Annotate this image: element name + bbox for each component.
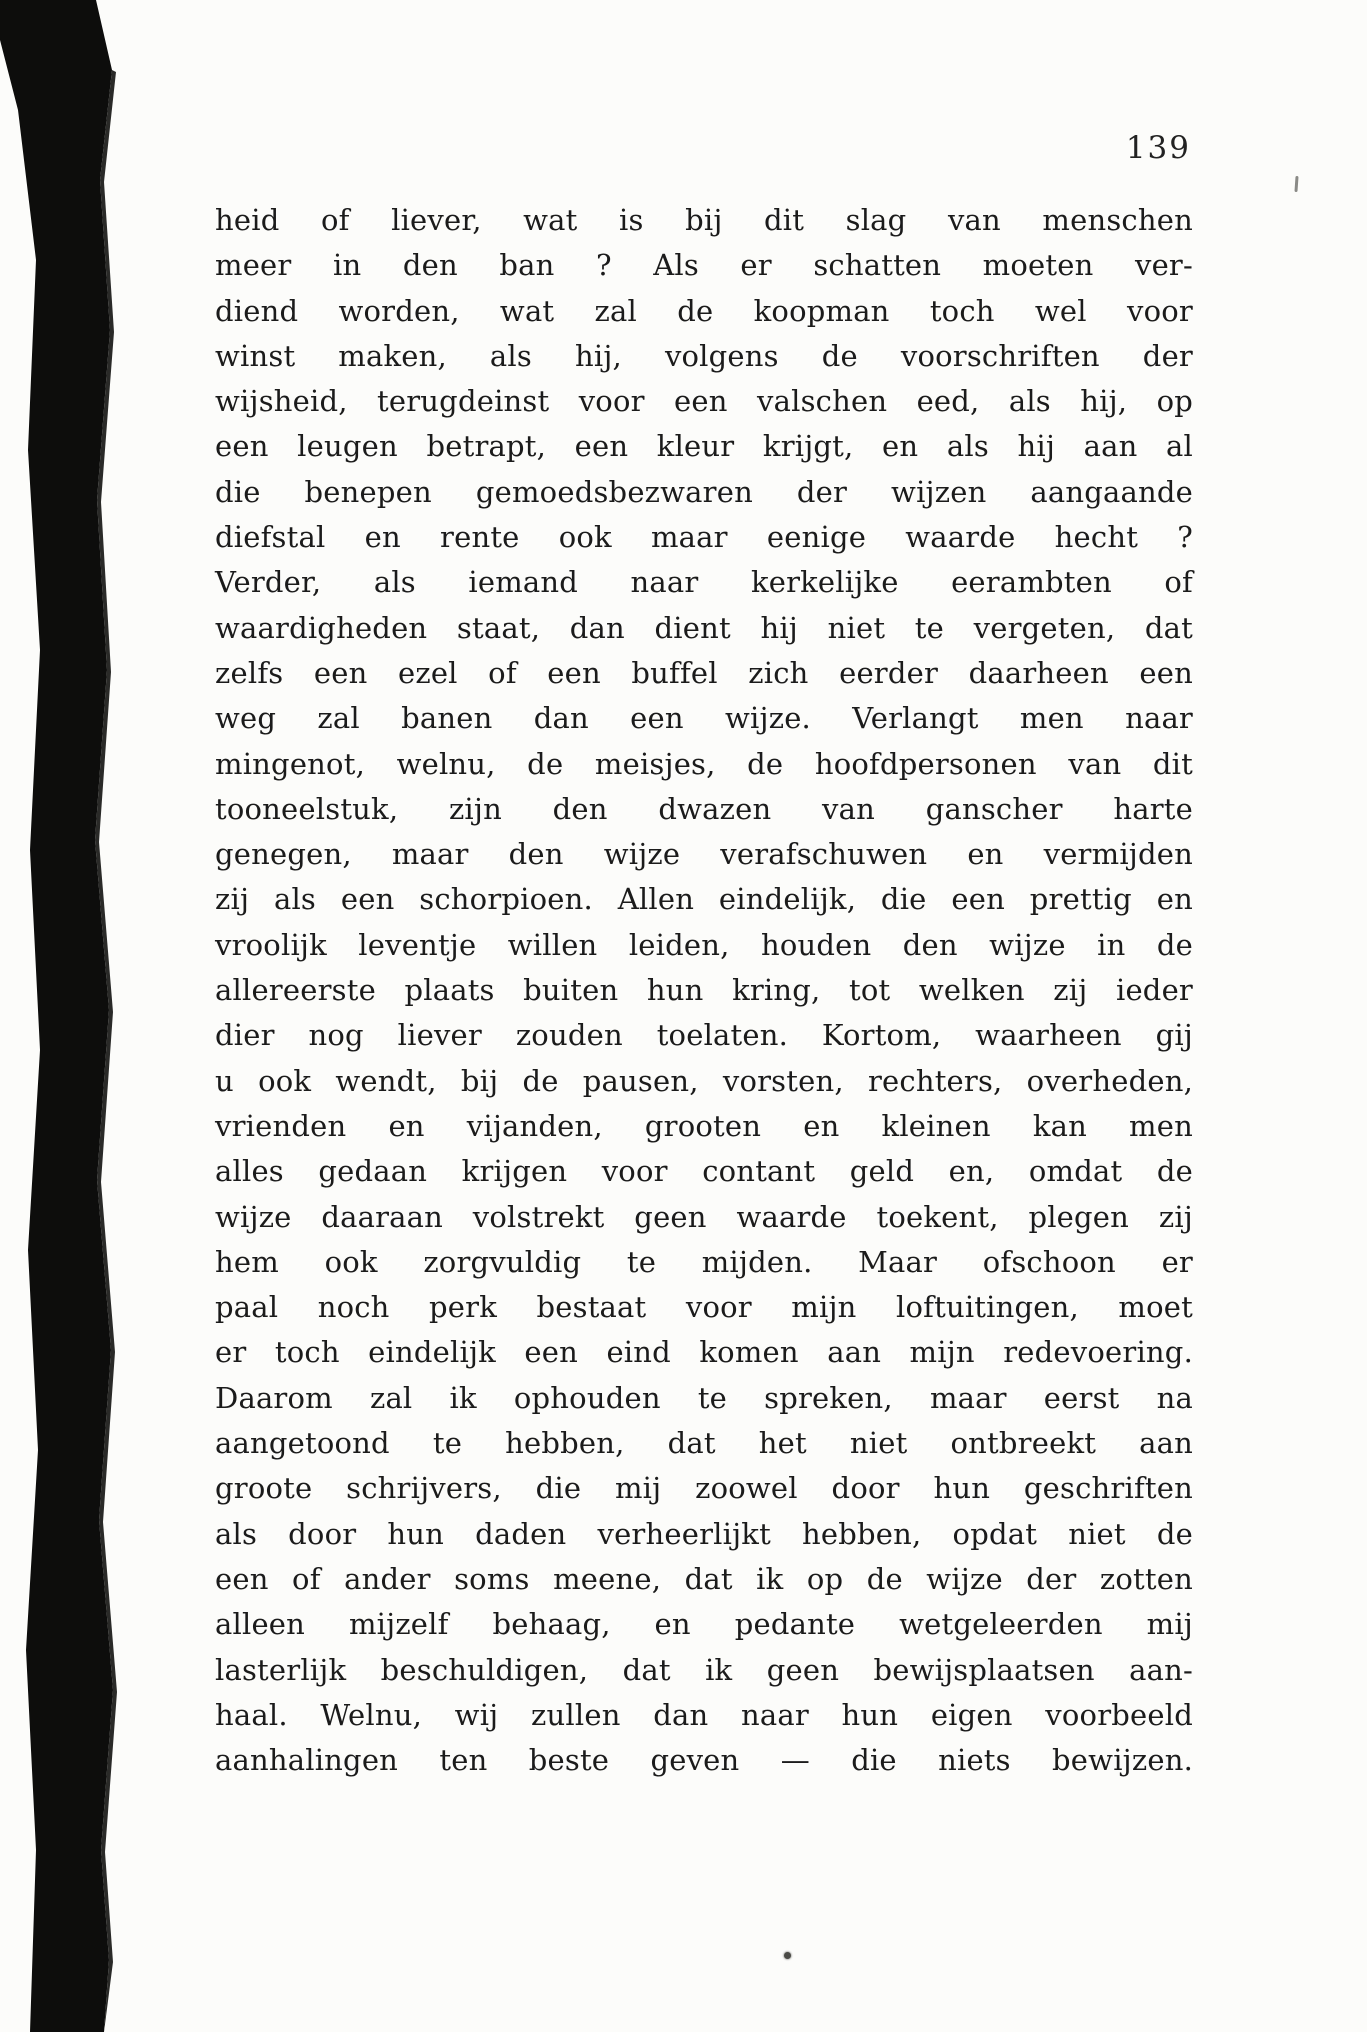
text-line: mingenot, welnu, de meisjes, de hoofdpersonen van dit [215, 746, 1193, 781]
text-line: aangetoond te hebben, dat het niet ontbreekt aan [215, 1426, 1193, 1461]
text-line: er toch eindelijk een eind komen aan mijn redevoering. [215, 1335, 1193, 1370]
text-line: meer in den ban ? Als er schatten moeten ver- [215, 248, 1193, 283]
text-line: Verder, als iemand naar kerkelijke eerambten of [215, 565, 1193, 600]
text-line: weg zal banen dan een wijze. Verlangt men naar [215, 701, 1193, 736]
text-line: lasterlijk beschuldigen, dat ik geen bewijsplaatsen aan- [215, 1652, 1193, 1687]
text-line: allereerste plaats buiten hun kring, tot welken zij ieder [215, 973, 1193, 1008]
text-line: vrienden en vijanden, grooten en kleinen kan men [215, 1108, 1193, 1143]
text-line: Daarom zal ik ophouden te spreken, maar eerst na [215, 1380, 1193, 1415]
text-line: u ook wendt, bij de pausen, vorsten, rechters, overheden, [215, 1063, 1193, 1098]
text-line: zelfs een ezel of een buffel zich eerder daarheen een [215, 655, 1193, 690]
text-line: als door hun daden verheerlijkt hebben, opdat niet de [215, 1516, 1193, 1551]
text-line: wijze daaraan volstrekt geen waarde toekent, plegen zij [215, 1199, 1193, 1234]
scan-artifact-tick [1294, 176, 1298, 192]
text-line: genegen, maar den wijze verafschuwen en vermijden [215, 837, 1193, 872]
scan-artifact-dot [784, 1952, 791, 1959]
text-line: hem ook zorgvuldig te mijden. Maar ofschoon er [215, 1244, 1193, 1279]
text-line: winst maken, als hij, volgens de voorschriften der [215, 338, 1193, 373]
text-line: aanhalingen ten beste geven — die niets bewijzen. [215, 1743, 1193, 1778]
text-line: zij als een schorpioen. Allen eindelijk, die een prettig en [215, 882, 1193, 917]
text-line: tooneelstuk, zijn den dwazen van ganscher harte [215, 791, 1193, 826]
text-line: waardigheden staat, dan dient hij niet te vergeten, dat [215, 610, 1193, 645]
text-line: paal noch perk bestaat voor mijn loftuitingen, moet [215, 1290, 1193, 1325]
text-line: groote schrijvers, die mij zoowel door hun geschriften [215, 1471, 1193, 1506]
text-line: alles gedaan krijgen voor contant geld en, omdat de [215, 1154, 1193, 1189]
page-number: 139 [1125, 130, 1191, 166]
text-line: een of ander soms meene, dat ik op de wijze der zotten [215, 1561, 1193, 1596]
text-line: diend worden, wat zal de koopman toch wel voor [215, 293, 1193, 328]
text-line: die benepen gemoedsbezwaren der wijzen aangaande [215, 474, 1193, 509]
text-line: vroolijk leventje willen leiden, houden den wijze in de [215, 927, 1193, 962]
body-text [215, 198, 1193, 1783]
text-line: alleen mijzelf behaag, en pedante wetgeleerden mij [215, 1607, 1193, 1642]
text-line: dier nog liever zouden toelaten. Kortom, waarheen gij [215, 1018, 1193, 1053]
text-line: heid of liever, wat is bij dit slag van menschen [215, 203, 1193, 237]
binding-shadow [0, 0, 140, 2032]
text-line: wijsheid, terugdeinst voor een valschen eed, als hij, op [215, 384, 1193, 419]
text-line: een leugen betrapt, een kleur krijgt, en als hij aan al [215, 429, 1193, 464]
text-line: haal. Welnu, wij zullen dan naar hun eigen voorbeeld [215, 1697, 1193, 1732]
text-line: diefstal en rente ook maar eenige waarde hecht ? [215, 520, 1193, 555]
